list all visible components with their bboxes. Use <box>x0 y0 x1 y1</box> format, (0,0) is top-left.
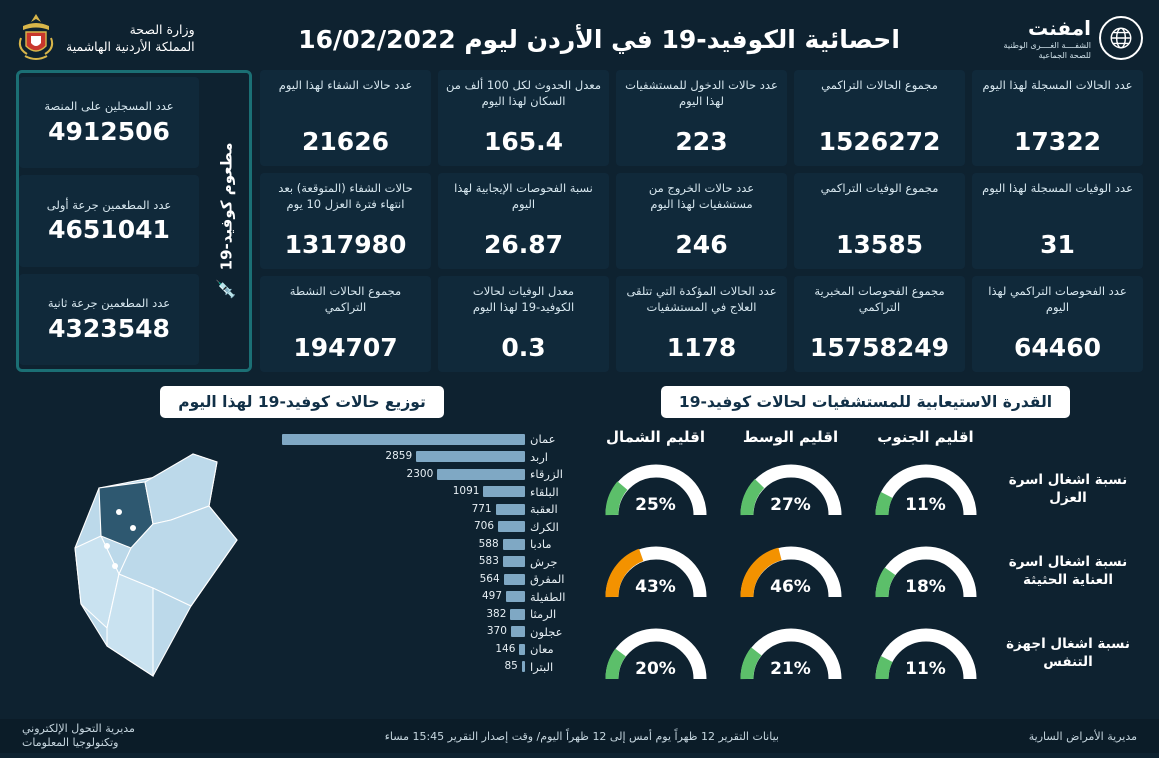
gauge-value: 21% <box>770 659 811 679</box>
gauge-value: 25% <box>635 495 676 515</box>
capacity-row <box>588 530 1143 612</box>
kpi-value: 21626 <box>302 127 389 156</box>
capacity-row <box>588 448 1143 530</box>
bar-label: المفرق <box>530 572 565 586</box>
region-header-south: اقليم الجنوب <box>877 428 974 446</box>
kpi-card <box>438 173 609 269</box>
gauge-value: 11% <box>905 495 946 515</box>
syringe-icon: 💉 <box>216 278 236 300</box>
kpi-value: 26.87 <box>483 230 564 259</box>
bar-value: 146 <box>495 642 516 655</box>
bar-track <box>282 539 525 550</box>
bar-label: عجلون <box>530 624 563 639</box>
bar-item <box>282 642 582 656</box>
kpi-label: حالات الشفاء (المتوقعة) بعد انتهاء فترة العزل 10 يوم <box>278 181 413 211</box>
kpi-label: عدد حالات الدخول للمستشفيات لهذا اليوم <box>625 78 778 108</box>
kpi-value: 246 <box>675 230 728 259</box>
kpi-card <box>972 173 1143 269</box>
crest-icon <box>16 11 56 65</box>
bar-track <box>282 434 525 445</box>
gauge-ventilator-center <box>737 625 845 681</box>
kingdom-name: المملكة الأردنية الهاشمية <box>66 39 195 54</box>
kpi-value: 1317980 <box>284 230 407 259</box>
bar-item <box>282 572 582 586</box>
bar-value: 497 <box>482 590 503 602</box>
vaccine-label: عدد المطعمين جرعة ثانية <box>47 295 171 310</box>
section-titles <box>0 372 1159 428</box>
bar-item <box>282 502 582 516</box>
footer-left <box>22 722 135 751</box>
gauge-ventilator-north <box>602 625 710 681</box>
kpi-card <box>260 70 431 166</box>
bar-item <box>282 590 582 604</box>
distribution-section-title: توزيع حالات كوفيد-19 لهذا اليوم <box>160 386 444 418</box>
vaccine-value: 4323548 <box>48 313 170 343</box>
gauge-value: 20% <box>635 659 676 679</box>
distribution-title-wrap <box>26 386 578 418</box>
distribution-chart <box>30 428 582 698</box>
bar-item <box>282 450 582 464</box>
bar-label: الطفيلة <box>530 589 566 604</box>
bar-value: 85 <box>504 660 518 672</box>
kpi-label: عدد الفحوصات التراكمي لهذا اليوم <box>988 284 1127 314</box>
vaccine-value: 4912506 <box>48 117 170 147</box>
kpi-label: عدد الوفيات المسجلة لهذا اليوم <box>982 181 1133 195</box>
vaccine-side-strip <box>203 73 249 369</box>
capacity-header-row <box>588 428 1143 446</box>
distribution-panel <box>30 428 582 758</box>
jordan-map <box>30 428 282 698</box>
gauge-value: 46% <box>770 577 811 597</box>
bar-value: 370 <box>486 625 507 637</box>
gauge-isolation-north <box>602 461 710 517</box>
kpi-card <box>616 70 787 166</box>
bar-item <box>282 607 582 621</box>
kpi-grid <box>260 70 1143 372</box>
vaccine-card <box>19 175 199 266</box>
kpi-card <box>794 173 965 269</box>
kpi-card <box>616 173 787 269</box>
bar-value: 2300 <box>406 467 434 480</box>
bar-label: عمان <box>530 432 556 446</box>
bar-label: البلقاء <box>530 484 559 499</box>
vaccine-cards <box>19 73 203 369</box>
footer-left-line2: وتكنولوجيا المعلومات <box>22 736 119 749</box>
footer-right: مديرية الأمراض السارية <box>1028 729 1137 743</box>
kpi-label: نسبة الفحوصات الإيجابية لهذا اليوم <box>454 181 593 211</box>
region-header-center: اقليم الوسط <box>742 428 839 446</box>
capacity-row-label: نسبة اشغال اجهزة التنفس <box>1006 635 1130 670</box>
gauge-ventilator-south <box>872 625 980 681</box>
left-logo <box>1004 16 1143 61</box>
bar-value: 706 <box>473 520 495 532</box>
kpi-label: معدل الحدوث لكل 100 ألف من السكان لهذا اليوم <box>446 78 601 108</box>
bar-value: 1091 <box>452 485 480 497</box>
gauge-isolation-center <box>737 461 845 517</box>
bar-track <box>282 486 525 497</box>
capacity-row-label: نسبة اشغال اسرة العناية الحثيثة <box>1008 553 1128 588</box>
kpi-label: مجموع الفحوصات المخبرية التراكمي <box>814 284 945 314</box>
bar-item <box>282 537 582 551</box>
bar-track <box>282 451 525 462</box>
capacity-title-wrap <box>588 386 1143 418</box>
bar-track <box>282 626 525 637</box>
kpi-value: 13585 <box>836 230 923 259</box>
gauge-icu-south <box>872 543 980 599</box>
bar-value: 564 <box>479 572 500 585</box>
vaccine-value: 4651041 <box>48 215 170 245</box>
right-logo <box>16 11 195 65</box>
left-logo-name: امفنت <box>1028 15 1091 40</box>
bar-label: الزرقاء <box>530 467 564 481</box>
capacity-row-label: نسبة اشغال اسرة العزل <box>1008 471 1128 506</box>
gauge-isolation-south <box>872 461 980 517</box>
footer-left-line1: مديرية التحول الإلكتروني <box>22 721 135 735</box>
bar-value: 382 <box>486 607 507 620</box>
capacity-section-title: القدرة الاستيعابية للمستشفيات لحالات كوفيد-19 <box>661 386 1070 418</box>
bar-track <box>282 574 525 585</box>
bar-label: مادبا <box>530 537 552 551</box>
page-title: احصائية الكوفيد-19 في الأردن ليوم 16/02/2022 <box>298 24 900 54</box>
vaccine-card <box>19 77 199 168</box>
kpi-value: 15758249 <box>809 333 950 362</box>
gauge-icu-north <box>602 543 710 599</box>
bar-value: 771 <box>471 502 492 515</box>
bar-item <box>282 520 582 534</box>
kpi-label: مجموع الحالات النشطة التراكمي <box>289 284 402 314</box>
kpi-value: 165.4 <box>483 127 564 156</box>
kpi-value: 0.3 <box>501 333 546 362</box>
gauge-value: 18% <box>905 577 946 597</box>
bar-value: 2859 <box>385 450 413 462</box>
ministry-name: وزارة الصحة <box>129 21 195 37</box>
hospital-capacity-panel <box>588 428 1143 758</box>
bar-item <box>282 467 582 481</box>
gauge-value: 27% <box>770 495 811 515</box>
bar-track <box>282 504 525 515</box>
gauge-value: 43% <box>635 577 676 597</box>
kpi-label: مجموع الوفيات التراكمي <box>820 181 939 195</box>
kpi-value: 31 <box>1040 230 1075 259</box>
gauge-value: 11% <box>905 659 946 679</box>
bar-track <box>282 644 525 655</box>
kpi-value: 1526272 <box>818 127 941 156</box>
vaccine-label: عدد المسجلين على المنصة <box>44 99 174 114</box>
kpi-label: عدد الحالات المسجلة لهذا اليوم <box>982 78 1133 92</box>
page-footer <box>0 719 1159 753</box>
kpi-card <box>616 276 787 372</box>
vaccine-side-label: مطعوم كوفيد-19 <box>217 142 235 271</box>
kpi-card <box>438 70 609 166</box>
kpi-label: عدد حالات الخروج من مستشفيات لهذا اليوم <box>648 181 755 211</box>
bar-item <box>282 432 582 446</box>
bar-value: 583 <box>478 555 499 567</box>
bar-track <box>282 591 525 602</box>
kpi-value: 64460 <box>1014 333 1101 362</box>
kpi-card <box>260 276 431 372</box>
kpi-value: 1178 <box>666 333 737 362</box>
bar-track <box>282 469 525 480</box>
kpi-value: 17322 <box>1014 127 1101 156</box>
bar-track <box>282 609 525 620</box>
kpi-label: عدد حالات الشفاء لهذا اليوم <box>278 78 413 92</box>
bottom-section <box>0 428 1159 758</box>
left-logo-line3: للصحة الجماعية <box>1038 50 1091 60</box>
region-header-north: اقليم الشمال <box>606 428 705 446</box>
kpi-card <box>972 70 1143 166</box>
bar-label: اربد <box>530 449 548 464</box>
vaccine-label: عدد المطعمين جرعة أولى <box>46 197 172 212</box>
bar-item <box>282 660 582 674</box>
left-logo-line2: الشفــــة الغــــرى الوطنية <box>1003 40 1091 50</box>
kpi-section <box>0 70 1159 372</box>
bar-track <box>282 556 525 567</box>
bar-label: جرش <box>530 554 558 569</box>
bar-label: الرمثا <box>530 607 557 621</box>
bar-label: الكرك <box>530 519 559 534</box>
vaccine-panel <box>16 70 252 372</box>
kpi-label: مجموع الحالات التراكمي <box>821 78 938 92</box>
kpi-label: معدل الوفيات لحالات الكوفيد-19 لهذا اليوم <box>472 284 575 314</box>
footer-middle: بيانات التقرير 12 ظهراً يوم أمس إلى 12 ظهراً اليوم/ وقت إصدار التقرير 15:45 مساء <box>384 729 779 743</box>
vaccine-card <box>19 274 199 365</box>
bar-label: العقبة <box>530 502 558 516</box>
bar-list <box>282 428 582 698</box>
kpi-card <box>260 173 431 269</box>
bar-item <box>282 555 582 569</box>
bar-label: معان <box>530 642 554 656</box>
kpi-card <box>794 276 965 372</box>
page-header <box>0 0 1159 70</box>
kpi-label: عدد الحالات المؤكدة التي تتلقى العلاج في المستشفيات <box>626 284 777 314</box>
bar-track <box>282 521 525 532</box>
capacity-row <box>588 612 1143 694</box>
kpi-card <box>438 276 609 372</box>
bar-label: البترا <box>530 659 554 674</box>
kpi-card <box>972 276 1143 372</box>
bar-value: 588 <box>478 537 499 550</box>
kpi-value: 194707 <box>293 333 398 362</box>
bar-track <box>282 661 525 672</box>
globe-icon <box>1099 16 1143 60</box>
gauge-icu-center <box>737 543 845 599</box>
kpi-value: 223 <box>675 127 728 156</box>
bar-item <box>282 485 582 499</box>
kpi-card <box>794 70 965 166</box>
bar-item <box>282 625 582 639</box>
